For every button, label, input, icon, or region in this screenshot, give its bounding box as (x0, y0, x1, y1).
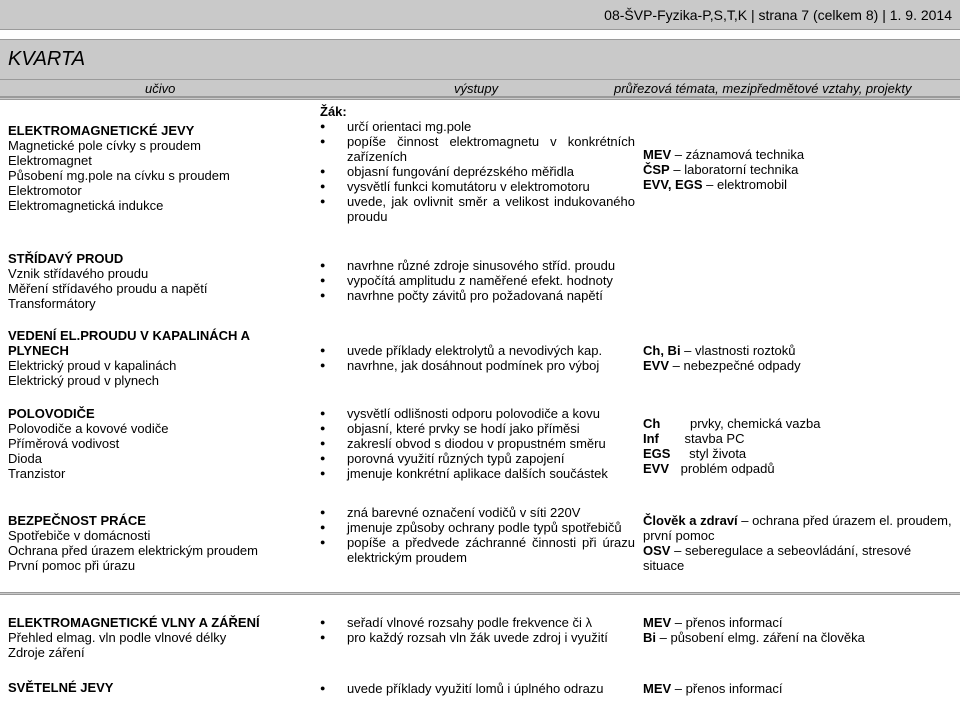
theme-abbr: MEV (643, 615, 672, 630)
theme-abbr: Inf (643, 431, 659, 446)
content-line: Polovodiče a kovové vodiče (8, 421, 169, 436)
page-header (0, 0, 960, 30)
section-themes (643, 513, 953, 573)
section-content (8, 328, 308, 388)
content-line: Transformátory (8, 296, 96, 311)
section-title: BEZPEČNOST PRÁCE (8, 513, 146, 528)
output-item: ● vysvětlí funkci komutátoru v elektromotoru (320, 179, 635, 194)
theme-abbr: MEV (643, 147, 672, 162)
content-line: Elektromagnet (8, 153, 92, 168)
theme-abbr: EVV (643, 461, 670, 476)
section-outputs (320, 343, 635, 373)
theme-item: EVV – nebezpečné odpady (643, 358, 801, 373)
output-item: ● seřadí vlnové rozsahy podle frekvence či λ (320, 615, 635, 630)
theme-text: působení elmg. záření na člověka (670, 630, 865, 645)
theme-abbr: Bi (643, 630, 656, 645)
section-content (8, 513, 308, 573)
section-themes (643, 147, 953, 192)
content-line: Zdroje záření (8, 645, 85, 660)
theme-abbr: Ch (643, 416, 661, 431)
theme-item (643, 446, 953, 461)
output-item: ● zakreslí obvod s diodou v propustném směru (320, 436, 635, 451)
section-outputs (320, 258, 635, 303)
theme-text: problém odpadů (680, 461, 775, 476)
column-vystupy: výstupy (454, 81, 499, 96)
theme-item: MEV – záznamová technika (643, 147, 805, 162)
theme-abbr: ČSP (643, 162, 670, 177)
output-item: ● porovná využití různých typů zapojení (320, 451, 635, 466)
theme-item: OSV – seberegulace a sebeovládání, stresové situace (643, 543, 912, 573)
theme-item (643, 431, 953, 446)
theme-abbr: OSV (643, 543, 671, 558)
column-temata: průřezová témata, mezipředmětové vztahy, projekty (614, 81, 912, 96)
separator (0, 592, 960, 595)
output-item: ● popíše a předvede záchranné činnosti při úrazu elektrickým proudem (320, 535, 635, 565)
column-header (0, 80, 960, 97)
theme-abbr: Ch, Bi (643, 343, 681, 358)
output-item: ● popíše činnost elektromagnetu v konkrétních zařízeních (320, 134, 635, 164)
theme-item: Bi – působení elmg. záření na člověka (643, 630, 865, 645)
output-item: ● objasní fungování deprézského měřidla (320, 164, 635, 179)
content-line: Magnetické pole cívky s proudem (8, 138, 201, 153)
section-title: STŘÍDAVÝ PROUD (8, 251, 124, 266)
output-item: ● zná barevné označení vodičů v síti 220V (320, 505, 635, 520)
theme-text: laboratorní technika (684, 162, 799, 177)
output-item: ● jmenuje konkrétní aplikace dalších součástek (320, 466, 635, 481)
theme-text: seberegulace a sebeovládání, stresové situace (643, 543, 912, 573)
content-line: Elektromagnetická indukce (8, 198, 164, 213)
section-content (8, 406, 308, 481)
theme-item: MEV – přenos informací (643, 615, 783, 630)
section-title: ELEKTROMAGNETICKÉ VLNY A ZÁŘENÍ (8, 615, 260, 630)
theme-item: Ch, Bi – vlastnosti roztoků (643, 343, 796, 358)
separator (0, 97, 960, 100)
section-outputs (320, 505, 635, 565)
theme-text: přenos informací (685, 615, 783, 630)
theme-item: EVV, EGS – elektromobil (643, 177, 788, 192)
section-title: POLOVODIČE (8, 406, 95, 421)
grade-title: KVARTA (8, 48, 86, 70)
section-outputs (320, 615, 635, 645)
section-outputs (320, 681, 635, 696)
output-item: ● určí orientaci mg.pole (320, 119, 635, 134)
content-line: Přehled elmag. vln podle vlnové délky (8, 630, 227, 645)
content-line: První pomoc při úrazu (8, 558, 136, 573)
theme-abbr: EVV, EGS (643, 177, 703, 192)
content-line: Vznik střídavého proudu (8, 266, 149, 281)
section-themes (643, 416, 953, 476)
theme-text: ochrana před úrazem el. proudem, první pomoc (643, 513, 952, 543)
section-themes (643, 615, 953, 645)
output-item: ● navrhne počty závitů pro požadovaná napětí (320, 288, 635, 303)
output-item: ● uvede příklady využití lomů i úplného odrazu (320, 681, 635, 696)
section-content (8, 251, 308, 311)
theme-item: MEV – přenos informací (643, 681, 783, 696)
section-themes (643, 681, 953, 696)
content-line: Spotřebiče v domácnosti (8, 528, 151, 543)
column-ucivo: učivo (145, 81, 176, 96)
output-item: ● objasní, které prvky se hodí jako příměsi (320, 421, 635, 436)
content-line: Dioda (8, 451, 42, 466)
section-title: SVĚTELNÉ JEVY (8, 680, 114, 695)
theme-item (643, 416, 953, 431)
section-title: ELEKTROMAGNETICKÉ JEVY (8, 123, 195, 138)
section-outputs (320, 104, 635, 224)
output-item: ● uvede, jak ovlivnit směr a velikost indukovaného proudu (320, 194, 635, 224)
content-line: Měření střídavého proudu a napětí (8, 281, 208, 296)
theme-item: ČSP – laboratorní technika (643, 162, 799, 177)
content-line: Elektromotor (8, 183, 82, 198)
section-content (8, 615, 308, 660)
output-item: ● vypočítá amplitudu z naměřené efekt. hodnoty (320, 273, 635, 288)
theme-item: Člověk a zdraví – ochrana před úrazem el. proudem, první pomoc (643, 513, 952, 543)
output-item: ● pro každý rozsah vln žák uvede zdroj i využití (320, 630, 635, 645)
theme-text: vlastnosti roztoků (695, 343, 796, 358)
output-item: ● jmenuje způsoby ochrany podle typů spotřebičů (320, 520, 635, 535)
theme-abbr: Člověk a zdraví (643, 513, 738, 528)
section-content (8, 123, 308, 213)
theme-text: přenos informací (685, 681, 783, 696)
theme-abbr: EVV (643, 358, 670, 373)
content-line: Ochrana před úrazem elektrickým proudem (8, 543, 258, 558)
header-text: 08-ŠVP-Fyzika-P,S,T,K | strana 7 (celkem 8) | 1. 9. 2014 (604, 7, 952, 23)
content-line: Příměrová vodivost (8, 436, 120, 451)
content-line: Elektrický proud v plynech (8, 373, 160, 388)
section-title: VEDENÍ EL.PROUDU V KAPALINÁCH A PLYNECH (8, 328, 250, 358)
grade-bar (0, 39, 960, 80)
theme-item (643, 461, 953, 476)
section-themes (643, 343, 953, 373)
content-line: Tranzistor (8, 466, 66, 481)
theme-abbr: EGS (643, 446, 671, 461)
theme-text: prvky, chemická vazba (689, 416, 821, 431)
zak-label: Žák: (320, 104, 347, 119)
theme-text: elektromobil (716, 177, 788, 192)
output-item: ● navrhne různé zdroje sinusového stříd. proudu (320, 258, 635, 273)
theme-text: styl života (689, 446, 747, 461)
content-line: Působení mg.pole na cívku s proudem (8, 168, 230, 183)
output-item: ● uvede příklady elektrolytů a nevodivých kap. (320, 343, 635, 358)
content-line: Elektrický proud v kapalinách (8, 358, 177, 373)
section-content (8, 680, 308, 695)
output-item: ● navrhne, jak dosáhnout podmínek pro výboj (320, 358, 635, 373)
theme-abbr: MEV (643, 681, 672, 696)
theme-text: stavba PC (684, 431, 745, 446)
output-item: ● vysvětlí odlišnosti odporu polovodiče a kovu (320, 406, 635, 421)
theme-text: nebezpečné odpady (683, 358, 801, 373)
theme-text: záznamová technika (685, 147, 805, 162)
section-outputs (320, 406, 635, 481)
